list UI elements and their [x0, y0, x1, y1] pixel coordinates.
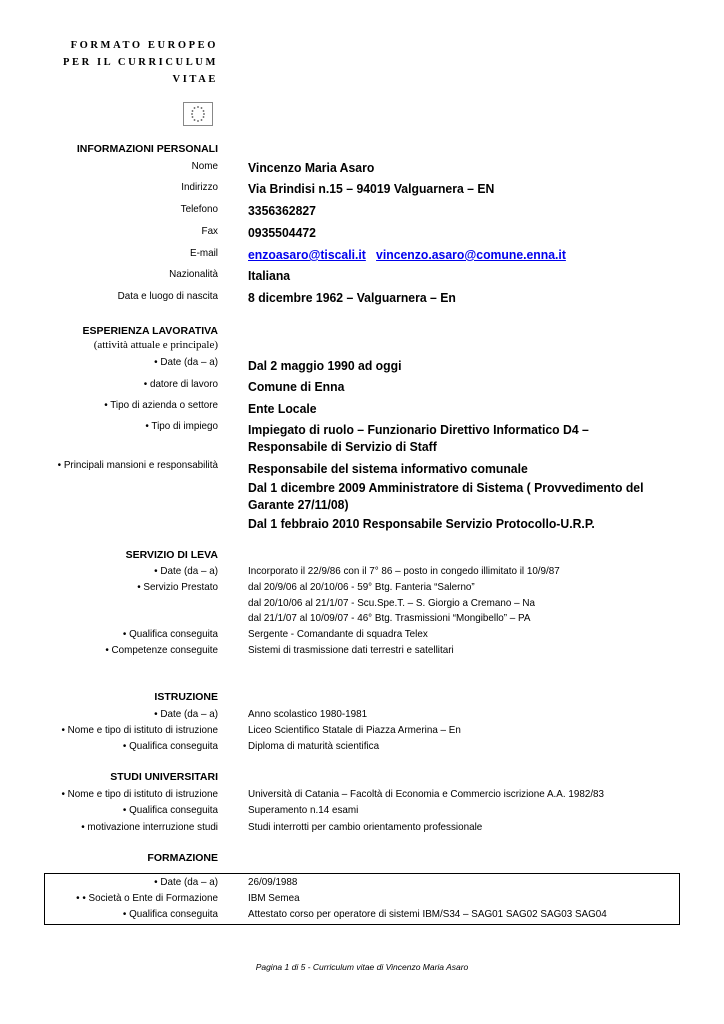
label-email: E-mail: [190, 247, 218, 259]
label-form-date: • Date (da – a): [154, 876, 218, 888]
section-title-leva: SERVIZIO DI LEVA: [125, 549, 218, 561]
label-servizio: • Servizio Prestato: [137, 581, 218, 593]
value-work-date: Dal 2 maggio 1990 ad oggi: [248, 358, 402, 373]
value-form-date: 26/09/1988: [248, 876, 298, 888]
label-form-ente: • • Società o Ente di Formazione: [76, 892, 219, 904]
value-studi-motivazione: Studi interrotti per cambio orientamento professionale: [248, 821, 483, 833]
label-studi-istituto: • Nome e tipo di istituto di istruzione: [61, 788, 219, 800]
label-fax: Fax: [201, 225, 218, 237]
label-istr-qualifica: • Qualifica conseguita: [122, 740, 218, 752]
work-subtitle: (attività attuale e principale): [93, 339, 218, 351]
value-tipo-azienda: Ente Locale: [248, 401, 317, 416]
value-istr-date: Anno scolastico 1980-1981: [248, 708, 368, 720]
label-tipo-impiego: • Tipo di impiego: [145, 420, 218, 432]
email-link-2[interactable]: vincenzo.asaro@comune.enna.it: [376, 247, 566, 262]
value-work-extra-1: Dal 1 dicembre 2009 Amministratore di Sistema ( Provvedimento del Garante 27/11/08): [248, 480, 644, 512]
section-title-istruzione: ISTRUZIONE: [154, 691, 218, 703]
value-form-qualifica: Attestato corso per operatore di sistemi IBM/S34 – SAG01 SAG02 SAG03 SAG04: [248, 908, 607, 920]
label-studi-motivazione: • motivazione interruzione studi: [81, 821, 218, 833]
value-form-ente: IBM Semea: [248, 892, 300, 904]
value-telefono: 3356362827: [248, 203, 316, 218]
label-form-qualifica: • Qualifica conseguita: [122, 908, 218, 920]
value-nascita: 8 dicembre 1962 – Valguarnera – En: [248, 290, 456, 305]
value-servizio-1: dal 20/9/06 al 20/10/06 - 59° Btg. Fanteria “Salerno”: [248, 581, 475, 593]
label-competenze: • Competenze conseguite: [105, 644, 218, 656]
value-nazionalita: Italiana: [248, 268, 291, 283]
value-email: [248, 246, 652, 263]
header-line-2: PER IL CURRICULUM: [62, 57, 218, 68]
label-nazionalita: Nazionalità: [169, 268, 218, 280]
label-tipo-azienda: • Tipo di azienda o settore: [104, 399, 218, 411]
value-istr-qualifica: Diploma di maturità scientifica: [248, 740, 380, 752]
section-title-work: ESPERIENZA LAVORATIVA: [82, 325, 218, 337]
value-studi-qualifica: Superamento n.14 esami: [248, 804, 359, 816]
label-istr-date: • Date (da – a): [154, 708, 218, 720]
eu-flag-icon: [183, 102, 213, 126]
label-istr-istituto: • Nome e tipo di istituto di istruzione: [61, 724, 219, 736]
header-line-3: VITAE: [172, 74, 218, 85]
label-studi-qualifica: • Qualifica conseguita: [122, 804, 218, 816]
email-link-1[interactable]: enzoasaro@tiscali.it: [248, 247, 366, 262]
label-mansioni: • Principali mansioni e responsabilità: [57, 459, 218, 471]
label-work-date: • Date (da – a): [154, 356, 218, 368]
value-istr-istituto: Liceo Scientifico Statale di Piazza Armerina – En: [248, 724, 461, 736]
label-indirizzo: Indirizzo: [181, 181, 218, 193]
value-servizio-3: dal 21/1/07 al 10/09/07 - 46° Btg. Trasmissioni “Mongibello” – PA: [248, 612, 531, 624]
value-datore: Comune di Enna: [248, 379, 345, 394]
header-line-1: FORMATO EUROPEO: [70, 40, 218, 51]
value-fax: 0935504472: [248, 225, 316, 240]
value-competenze: Sistemi di trasmissione dati terrestri e satellitari: [248, 644, 454, 656]
value-work-extra-2: Dal 1 febbraio 2010 Responsabile Servizio Protocollo-U.R.P.: [248, 516, 595, 531]
value-mansioni: Responsabile del sistema informativo comunale: [248, 461, 528, 476]
section-title-formazione: FORMAZIONE: [147, 852, 218, 864]
label-nome: Nome: [191, 160, 218, 172]
value-leva-date: Incorporato il 22/9/86 con il 7° 86 – posto in congedo illimitato il 10/9/87: [248, 565, 560, 577]
value-leva-qualifica: Sergente - Comandante di squadra Telex: [248, 628, 428, 640]
value-servizio-2: dal 20/10/06 al 21/1/07 - Scu.Spe.T. – S. Giorgio a Cremano – Na: [248, 597, 535, 609]
label-leva-qualifica: • Qualifica conseguita: [122, 628, 218, 640]
value-nome: Vincenzo Maria Asaro: [248, 160, 375, 175]
page-footer: Pagina 1 di 5 - Curriculum vitae di Vincenzo Maria Asaro: [255, 962, 469, 972]
value-indirizzo: Via Brindisi n.15 – 94019 Valguarnera – EN: [248, 181, 495, 196]
label-telefono: Telefono: [180, 203, 218, 215]
label-nascita: Data e luogo di nascita: [117, 290, 218, 302]
label-datore: • datore di lavoro: [143, 378, 218, 390]
section-title-studi: STUDI UNIVERSITARI: [110, 771, 218, 783]
section-title-personal: INFORMAZIONI PERSONALI: [76, 143, 218, 155]
value-studi-istituto: Università di Catania – Facoltà di Economia e Commercio iscrizione A.A. 1982/83: [248, 788, 605, 800]
value-tipo-impiego: Impiegato di ruolo – Funzionario Direttivo Informatico D4 – Responsabile di Servizio di Staff: [248, 422, 589, 454]
label-leva-date: • Date (da – a): [154, 565, 218, 577]
